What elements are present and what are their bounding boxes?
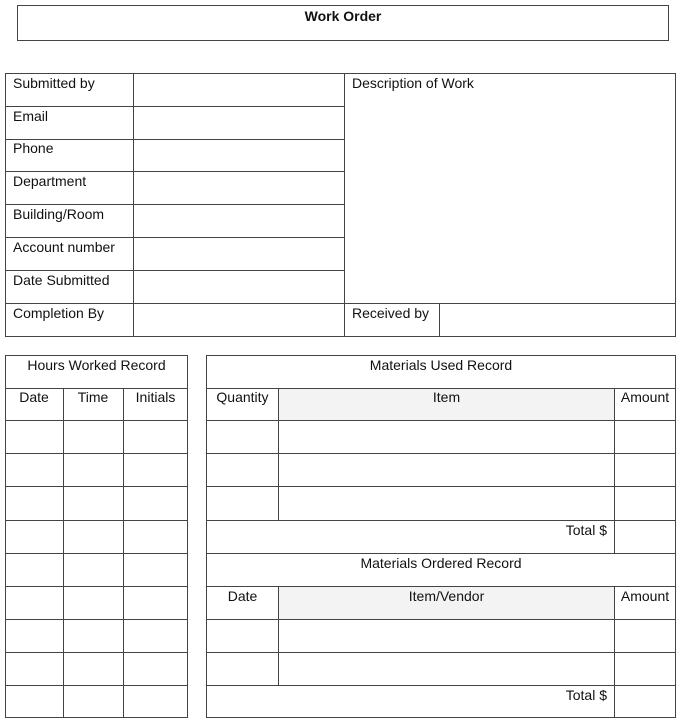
date-submitted-field[interactable] xyxy=(134,271,344,303)
label-account-number: Account number xyxy=(13,239,115,255)
department-field[interactable] xyxy=(134,172,344,204)
page-title: Work Order xyxy=(304,8,382,24)
label-department: Department xyxy=(13,173,87,189)
materials-ordered-total-label: Total $ xyxy=(565,687,607,703)
hours-worked-title: Hours Worked Record xyxy=(27,357,166,373)
materials-used-col-item: Item xyxy=(432,389,461,405)
materials-used-title: Materials Used Record xyxy=(369,357,513,373)
label-email: Email xyxy=(13,108,49,124)
label-date-submitted: Date Submitted xyxy=(13,272,110,288)
email-field[interactable] xyxy=(134,107,344,139)
materials-ordered-col-date: Date xyxy=(227,588,258,604)
account-number-field[interactable] xyxy=(134,238,344,270)
label-completion-by: Completion By xyxy=(13,305,105,321)
materials-used-total-label: Total $ xyxy=(565,522,607,538)
materials-ordered-title: Materials Ordered Record xyxy=(360,555,522,571)
building-room-field[interactable] xyxy=(134,205,344,237)
completion-by-field[interactable] xyxy=(134,304,344,337)
materials-ordered-total-field[interactable] xyxy=(615,686,675,717)
label-submitted-by: Submitted by xyxy=(13,75,95,91)
materials-ordered-col-item-vendor: Item/Vendor xyxy=(408,588,485,604)
hours-col-time: Time xyxy=(77,389,109,405)
description-field[interactable] xyxy=(345,92,675,303)
description-label: Description of Work xyxy=(352,75,474,91)
hours-col-date: Date xyxy=(19,389,49,405)
materials-used-total-field[interactable] xyxy=(615,521,675,553)
label-building-room: Building/Room xyxy=(13,206,105,222)
phone-field[interactable] xyxy=(134,140,344,171)
received-by-label: Received by xyxy=(352,305,430,321)
materials-used-col-quantity: Quantity xyxy=(216,389,269,405)
materials-used-col-amount: Amount xyxy=(620,389,670,405)
hours-worked-table xyxy=(5,355,188,718)
received-by-field[interactable] xyxy=(440,304,675,337)
materials-ordered-col-amount: Amount xyxy=(620,588,670,604)
label-phone: Phone xyxy=(13,140,54,156)
submitted-by-field[interactable] xyxy=(134,74,344,106)
hours-col-initials: Initials xyxy=(135,389,176,405)
